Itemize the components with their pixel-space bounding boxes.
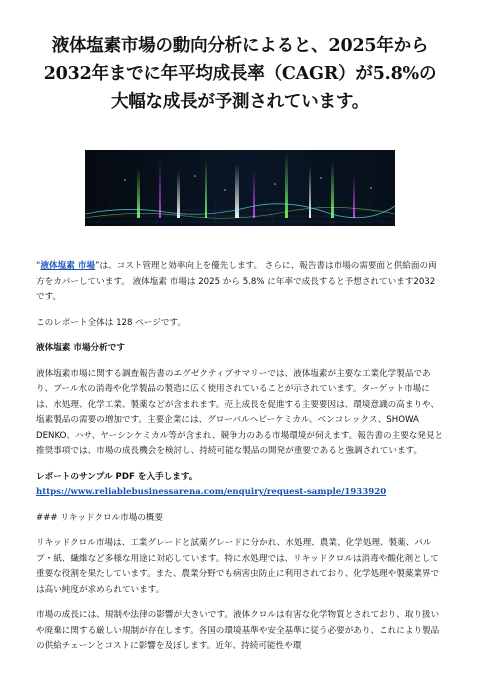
intro-text: ”は、コスト管理と効率向上を優先します。 さらに、報告書は市場の需要面と供給面の両方をカバーしています。 液体塩素 市場は 2025 から 5.8% に年率で成長すると予想されています2032 です。 [36, 261, 437, 302]
analysis-body: 液体塩素市場に関する調査報告書のエグゼクティブサマリーでは、液体塩素が主要な工業化学製品であり、プール水の消毒や化学製品の製造に広く使用されていることが示されています。ターゲット市場には、水処理、化学工業、製薬などが含まれます。売上成長を促進する主要要因は、環境意識の高まりや、塩素製品の需要の増加です。主要企業には、グローバルヘビーケミカル、ベンコレックス、SHOWA DENKO、ハサ、ヤーシンケミカル等が含まれ、競争力のある市場環境が伺えます。報告書の主要な発見と推奨事項では、市場の成長機会を検討し、持続可能な製品の開発が重要であると強調されています。 [36, 368, 444, 456]
sample-label: レポートのサンプル PDF を入手します。 [36, 471, 198, 482]
analysis-heading: 液体塩素 市場分析です [36, 343, 125, 353]
pages-note: このレポート全体は 128 ページです。 [36, 317, 186, 328]
sample-line [36, 470, 444, 501]
open-quote: “ [36, 261, 41, 271]
intro-paragraph [36, 259, 444, 306]
overview-body: リキッドクロル市場は、工業グレードと試薬グレードに分かれ、水処理、農業、化学処理、製薬、パルプ・紙、繊維など多様な用途に対応しています。特に水処理では、リキッドクロルは消毒や酸化剤として重要な役割を果たしています。また、農業分野でも病害虫防止に利用されており、化学処理や製薬業界では高い純度が求められています。 [36, 538, 440, 595]
sample-url-link[interactable]: https://www.reliablebusinessarena.com/enquiry/request-sample/1933920 [36, 487, 387, 497]
regulation-body: 市場の成長には、規制や法律の影響が大きいです。液体クロルは有害な化学物質とされており、取り扱いや廃棄に関する厳しい規制が存在します。各国の環境基準や安全基準に従う必要があり、これにより製品の供給チェーンとコストに影響を及ぼします。近年、持続可能性や環 [36, 610, 440, 651]
hero-image [85, 150, 395, 226]
market-link[interactable]: 液体塩素 市場 [40, 261, 96, 271]
page-title: 液体塩素市場の動向分析によると、2025年から2032年までに年平均成長率（CAGR）が5.8%の大幅な成長が予測されています。 [43, 36, 437, 112]
overview-heading: ### リキッドクロル市場の概要 [36, 512, 164, 523]
